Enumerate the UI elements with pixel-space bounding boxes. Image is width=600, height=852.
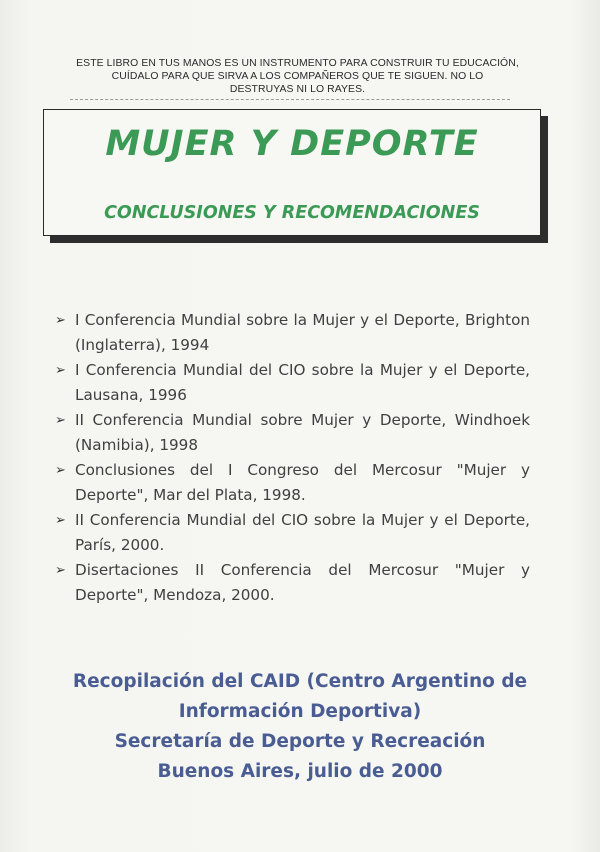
title-box [43, 109, 541, 236]
arrow-bullet-icon: ➢ [55, 313, 66, 328]
list-item [55, 358, 530, 408]
compilation-credits [40, 667, 560, 787]
credits-line-2: Información Deportiva) [178, 701, 422, 722]
arrow-bullet-icon: ➢ [55, 463, 66, 478]
credits-line-3: Secretaría de Deporte y Recreación [114, 731, 486, 752]
document-title: MUJER Y DEPORTE [105, 124, 479, 164]
credits-line-1: Recopilación del CAID (Centro Argentino de [72, 671, 528, 692]
document-subtitle: CONCLUSIONES Y RECOMENDACIONES [104, 203, 480, 223]
list-item [55, 308, 530, 358]
care-notice-line-1: ESTE LIBRO EN TUS MANOS ES UN INSTRUMENTO PARA CONSTRUIR TU EDUCACIÓN, [76, 58, 519, 69]
care-notice [55, 57, 540, 96]
list-item [55, 408, 530, 458]
conference-list [55, 308, 530, 608]
list-item [55, 458, 530, 508]
arrow-bullet-icon: ➢ [55, 563, 66, 578]
arrow-bullet-icon: ➢ [55, 413, 66, 428]
credits-line-4: Buenos Aires, julio de 2000 [157, 761, 443, 782]
list-item-text: I Conferencia Mundial sobre la Mujer y el Deporte, Brighton (Inglaterra), 1994 [75, 311, 530, 354]
list-item-text: Conclusiones del I Congreso del Mercosur "Mujer y Deporte", Mar del Plata, 1998. [75, 461, 530, 504]
list-item [55, 508, 530, 558]
care-notice-line-3: DESTRUYAS NI LO RAYES. [229, 84, 366, 95]
care-notice-line-2: CUÍDALO PARA QUE SIRVA A LOS COMPAÑEROS QUE TE SIGUEN. NO LO [111, 71, 484, 82]
list-item [55, 558, 530, 608]
list-item-text: I Conferencia Mundial del CIO sobre la Mujer y el Deporte, Lausana, 1996 [75, 361, 530, 404]
arrow-bullet-icon: ➢ [55, 363, 66, 378]
arrow-bullet-icon: ➢ [55, 513, 66, 528]
list-item-text: Disertaciones II Conferencia del Mercosur "Mujer y Deporte", Mendoza, 2000. [75, 561, 530, 604]
list-item-text: II Conferencia Mundial del CIO sobre la Mujer y el Deporte, París, 2000. [75, 511, 530, 554]
dashed-divider [70, 99, 510, 100]
list-item-text: II Conferencia Mundial sobre Mujer y Deporte, Windhoek (Namibia), 1998 [75, 411, 530, 454]
